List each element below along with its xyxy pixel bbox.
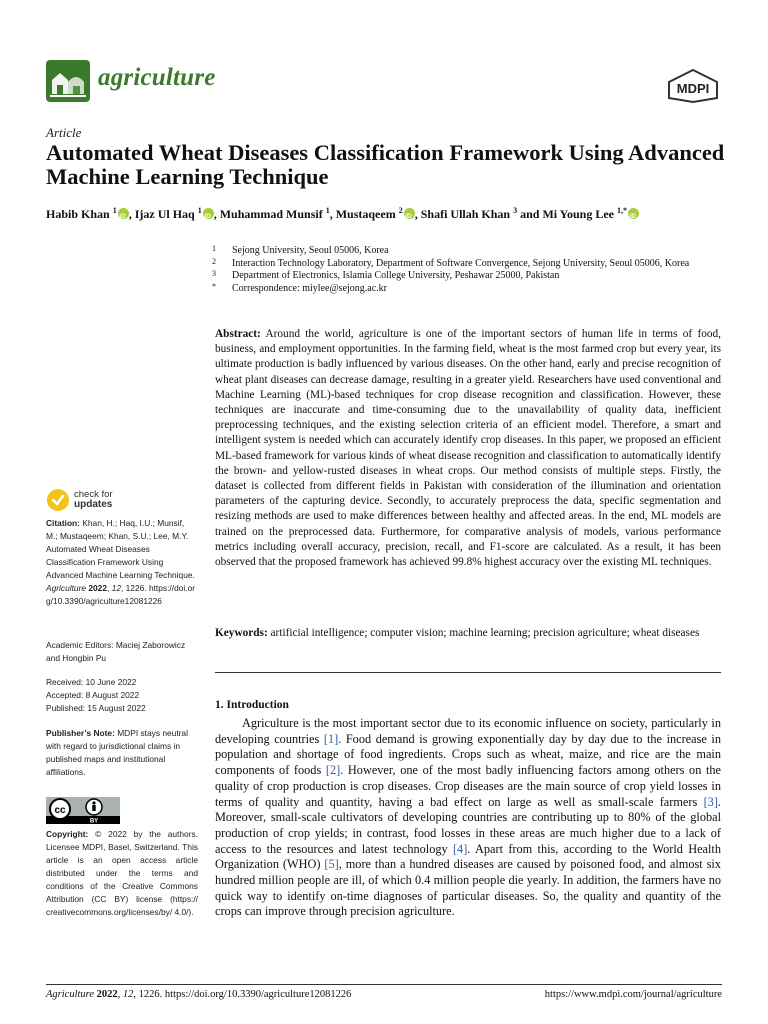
intro-text: . Apart from this, according to the World Health Organization (WHO)	[215, 841, 721, 872]
check-for-updates-button[interactable]	[46, 488, 166, 514]
orcid-icon[interactable]	[628, 208, 639, 219]
citation-pages: , 1226.	[120, 583, 147, 593]
academic-editors: Academic Editors: Maciej Zaborowicz and Hongbin Pu	[46, 640, 186, 663]
publisher-note-text: MDPI stays neutral with regard to jurisdictional claims in published maps and institutional affiliations.	[46, 728, 188, 777]
citation-reference-link[interactable]: [2]	[325, 763, 341, 778]
abstract-label: Abstract:	[215, 328, 261, 340]
copyright-block	[46, 828, 198, 919]
copyright-text: © 2022 by the authors. Licensee MDPI, Basel, Switzerland. This article is an open access article distributed under the terms and conditions of the Creative Commons Attribution (CC BY) license (https:// creativecommons.org/licenses/by/ 4.0/).	[46, 829, 199, 917]
footer-journal-url[interactable]: https://www.mdpi.com/journal/agriculture	[544, 989, 722, 1000]
author-separator: and	[517, 207, 543, 221]
citation-text: Khan, H.; Haq, I.U.; Munsif, M.; Mustaqeem; Khan, S.U.; Lee, M.Y. Automated Wheat Diseases Classification Framework Using Advanced Machine Learning Technique.	[46, 518, 195, 580]
author-name: Ijaz Ul Haq	[134, 207, 195, 221]
mdpi-logo-text: MDPI	[676, 81, 710, 96]
article-title: Automated Wheat Diseases Classification Framework Using Advanced Machine Learning Technique	[46, 140, 725, 189]
check-line2: updates	[74, 499, 113, 510]
affiliation-text: Sejong University, Seoul 05006, Korea	[232, 245, 389, 256]
citation-block: Citation: Khan, H.; Haq, I.U.; Munsif, M.; Mustaqeem; Khan, S.U.; Lee, M.Y. Automated Wheat Diseases Classification Framework Using Advanced Machine Learning Technique. Agriculture 2022, 12, 1226. https://doi.org/10.3390/agriculture12081226	[46, 518, 196, 606]
footer-citation: Agriculture 2022, 12, 1226. https://doi.org/10.3390/agriculture12081226	[46, 989, 352, 1000]
published-date: Published: 15 August 2022	[46, 703, 146, 713]
affiliation-item	[212, 270, 722, 283]
citation-reference-link[interactable]: [1]	[323, 731, 339, 746]
cc-by-text: BY	[89, 818, 99, 824]
affiliation-number: 1	[212, 244, 216, 253]
keywords-label: Keywords:	[215, 627, 268, 639]
check-for-updates-icon	[46, 488, 70, 512]
author-separator: ,	[128, 207, 135, 221]
author-affiliation-number: 3	[513, 206, 518, 215]
keywords-text: artificial intelligence; computer vision; machine learning; precision agriculture; wheat diseases	[270, 627, 700, 639]
mdpi-logo	[666, 68, 720, 104]
footer-journal: Agriculture	[46, 989, 95, 1000]
affiliation-item	[212, 283, 722, 296]
author-separator: ,	[213, 207, 220, 221]
svg-text:cc: cc	[54, 805, 66, 816]
footer-volume: 12	[122, 989, 134, 1000]
section-heading: 1. Introduction	[215, 699, 289, 711]
citation-label: Citation:	[46, 518, 80, 528]
journal-logo-icon	[46, 60, 90, 102]
author-affiliation-number: 1	[325, 206, 330, 215]
dates-block	[46, 676, 198, 715]
affiliation-item	[212, 258, 722, 271]
journal-name: agriculture	[98, 64, 216, 91]
citation-reference-link[interactable]: [3]	[703, 794, 718, 809]
check-for-updates-label	[74, 490, 113, 510]
citation-doi-link[interactable]: https://doi.org/10.3390/agriculture12081226	[46, 583, 196, 606]
publisher-note-label: Publisher’s Note:	[46, 728, 115, 738]
orcid-icon[interactable]	[203, 208, 214, 219]
author-separator: ,	[329, 207, 336, 221]
intro-text: Agriculture is the most important sector due to its economic influence on society, particularly in developing countries	[215, 716, 721, 746]
citation-reference-link[interactable]: [4]	[452, 841, 468, 856]
author-name: Mustaqeem	[335, 207, 396, 221]
affiliation-text: Interaction Technology Laboratory, Department of Software Convergence, Sejong University, Seoul 05006, Korea	[232, 257, 690, 269]
author-affiliation-number: 1	[197, 206, 202, 215]
check-line1: check for	[74, 489, 113, 500]
abstract	[215, 327, 721, 570]
citation-reference-link[interactable]: [5]	[324, 857, 339, 872]
cc-by-license-icon[interactable]	[46, 797, 120, 824]
intro-text: . However, one of the most badly influencing factors among others on the quality of crop production is crop diseases. Crop diseases are the main source of crop yield losses in terms of quality and quantity, having a bad effect on large as well as small-scale farmers	[215, 763, 722, 809]
affiliation-number: *	[212, 281, 216, 291]
citation-year: 2022	[88, 583, 107, 593]
intro-text: , more than a hundred diseases are caused by poisoned food, and almost six hundred million people are ill, of which 0.4 million people die yearly. In addition, the farmers have no quick way to identify on-time diagnoses of particular diseases. So, the quality and quantity of the crops can improve through precision agriculture.	[215, 857, 721, 919]
citation-journal: Agriculture	[46, 583, 87, 593]
footer-year: 2022	[96, 989, 118, 1000]
abstract-text: Around the world, agriculture is one of the important sectors of human life in terms of food, business, and employment opportunities. In the farming field, wheat is the most farmed crop but every year, its ultimate production is badly influenced by various diseases. On the other hand, early and precise recognition of wheat plant diseases can decrease damage, resulting in a greater yield. Researchers have used conventional and Machine Learning (ML)-based techniques for crop disease recognition and classification. However, these techniques are inaccurate and time-consuming due to the unavailability of quality data, inefficient preprocessing techniques, and the existing selection criteria of an efficient model. Therefore, a smart and intelligent system is needed which can accurately identify crop diseases. In this paper, we proposed an efficient ML-based framework for various kinds of wheat disease recognition and classification to automatically identify the brown- and yellow-rusted diseases in wheat crops. Our method consists of multiple steps. Firstly, the dataset is collected from different fields in Pakistan with consideration of the illumination and orientation parameters of the capturing device. Secondly, to accurately preprocess the data, specific segmentation and resizing methods are used to make differences between healthy and affected areas. In the end, ML models are trained on the preprocessed data. Furthermore, for comparative analysis of models, various performance metrics including overall accuracy, precision, recall, and F1-score are calculated. As a result, it has been observed that the proposed framework has achieved 99.8% highest accuracy over the existing ML techniques.	[215, 328, 721, 569]
orcid-icon[interactable]	[118, 208, 129, 219]
author-name: Muhammad Munsif	[219, 207, 323, 221]
copyright-label: Copyright:	[46, 829, 89, 839]
intro-text: . Moreover, small-scale cultivators of developing countries are contributing up to 80% of the global production of crop yields; in contrast, food losses in these areas are much higher due to a lack of access to the resources and latest technology	[215, 794, 721, 856]
citation-volume: 12	[111, 583, 121, 593]
author-list	[46, 203, 746, 222]
author-name: Mi Young Lee	[542, 207, 615, 221]
author-name: Shafi Ullah Khan	[420, 207, 511, 221]
footer-divider	[46, 984, 722, 985]
keywords	[215, 626, 721, 641]
received-date: Received: 10 June 2022	[46, 677, 137, 687]
author-affiliation-number: 2	[398, 206, 403, 215]
intro-text: . Food demand is growing exponentially day by day due to the increase in population and shortage of food ingredients. Crops such as wheat, maize, and rice are the main components of foods	[215, 731, 721, 778]
orcid-icon[interactable]	[404, 208, 415, 219]
affiliation-text: Correspondence: miylee@sejong.ac.kr	[232, 282, 387, 294]
affiliation-number: 2	[212, 256, 216, 266]
author-name: Habib Khan	[46, 207, 110, 221]
author-affiliation-number: 1	[112, 206, 117, 215]
affiliation-text: Department of Electronics, Islamia College University, Peshawar 25000, Pakistan	[232, 270, 560, 282]
accepted-date: Accepted: 8 August 2022	[46, 690, 140, 700]
affiliation-item	[212, 245, 722, 258]
section-divider	[215, 672, 721, 673]
author-affiliation-number: 1,*	[617, 206, 628, 215]
footer-doi: , 1226. https://doi.org/10.3390/agriculture12081226	[133, 989, 352, 1000]
intro-paragraph	[215, 716, 721, 920]
publisher-note	[46, 727, 198, 779]
author-separator: ,	[414, 207, 421, 221]
article-type: Article	[46, 125, 82, 140]
affiliation-number: 3	[212, 269, 216, 279]
affiliations	[212, 245, 722, 295]
